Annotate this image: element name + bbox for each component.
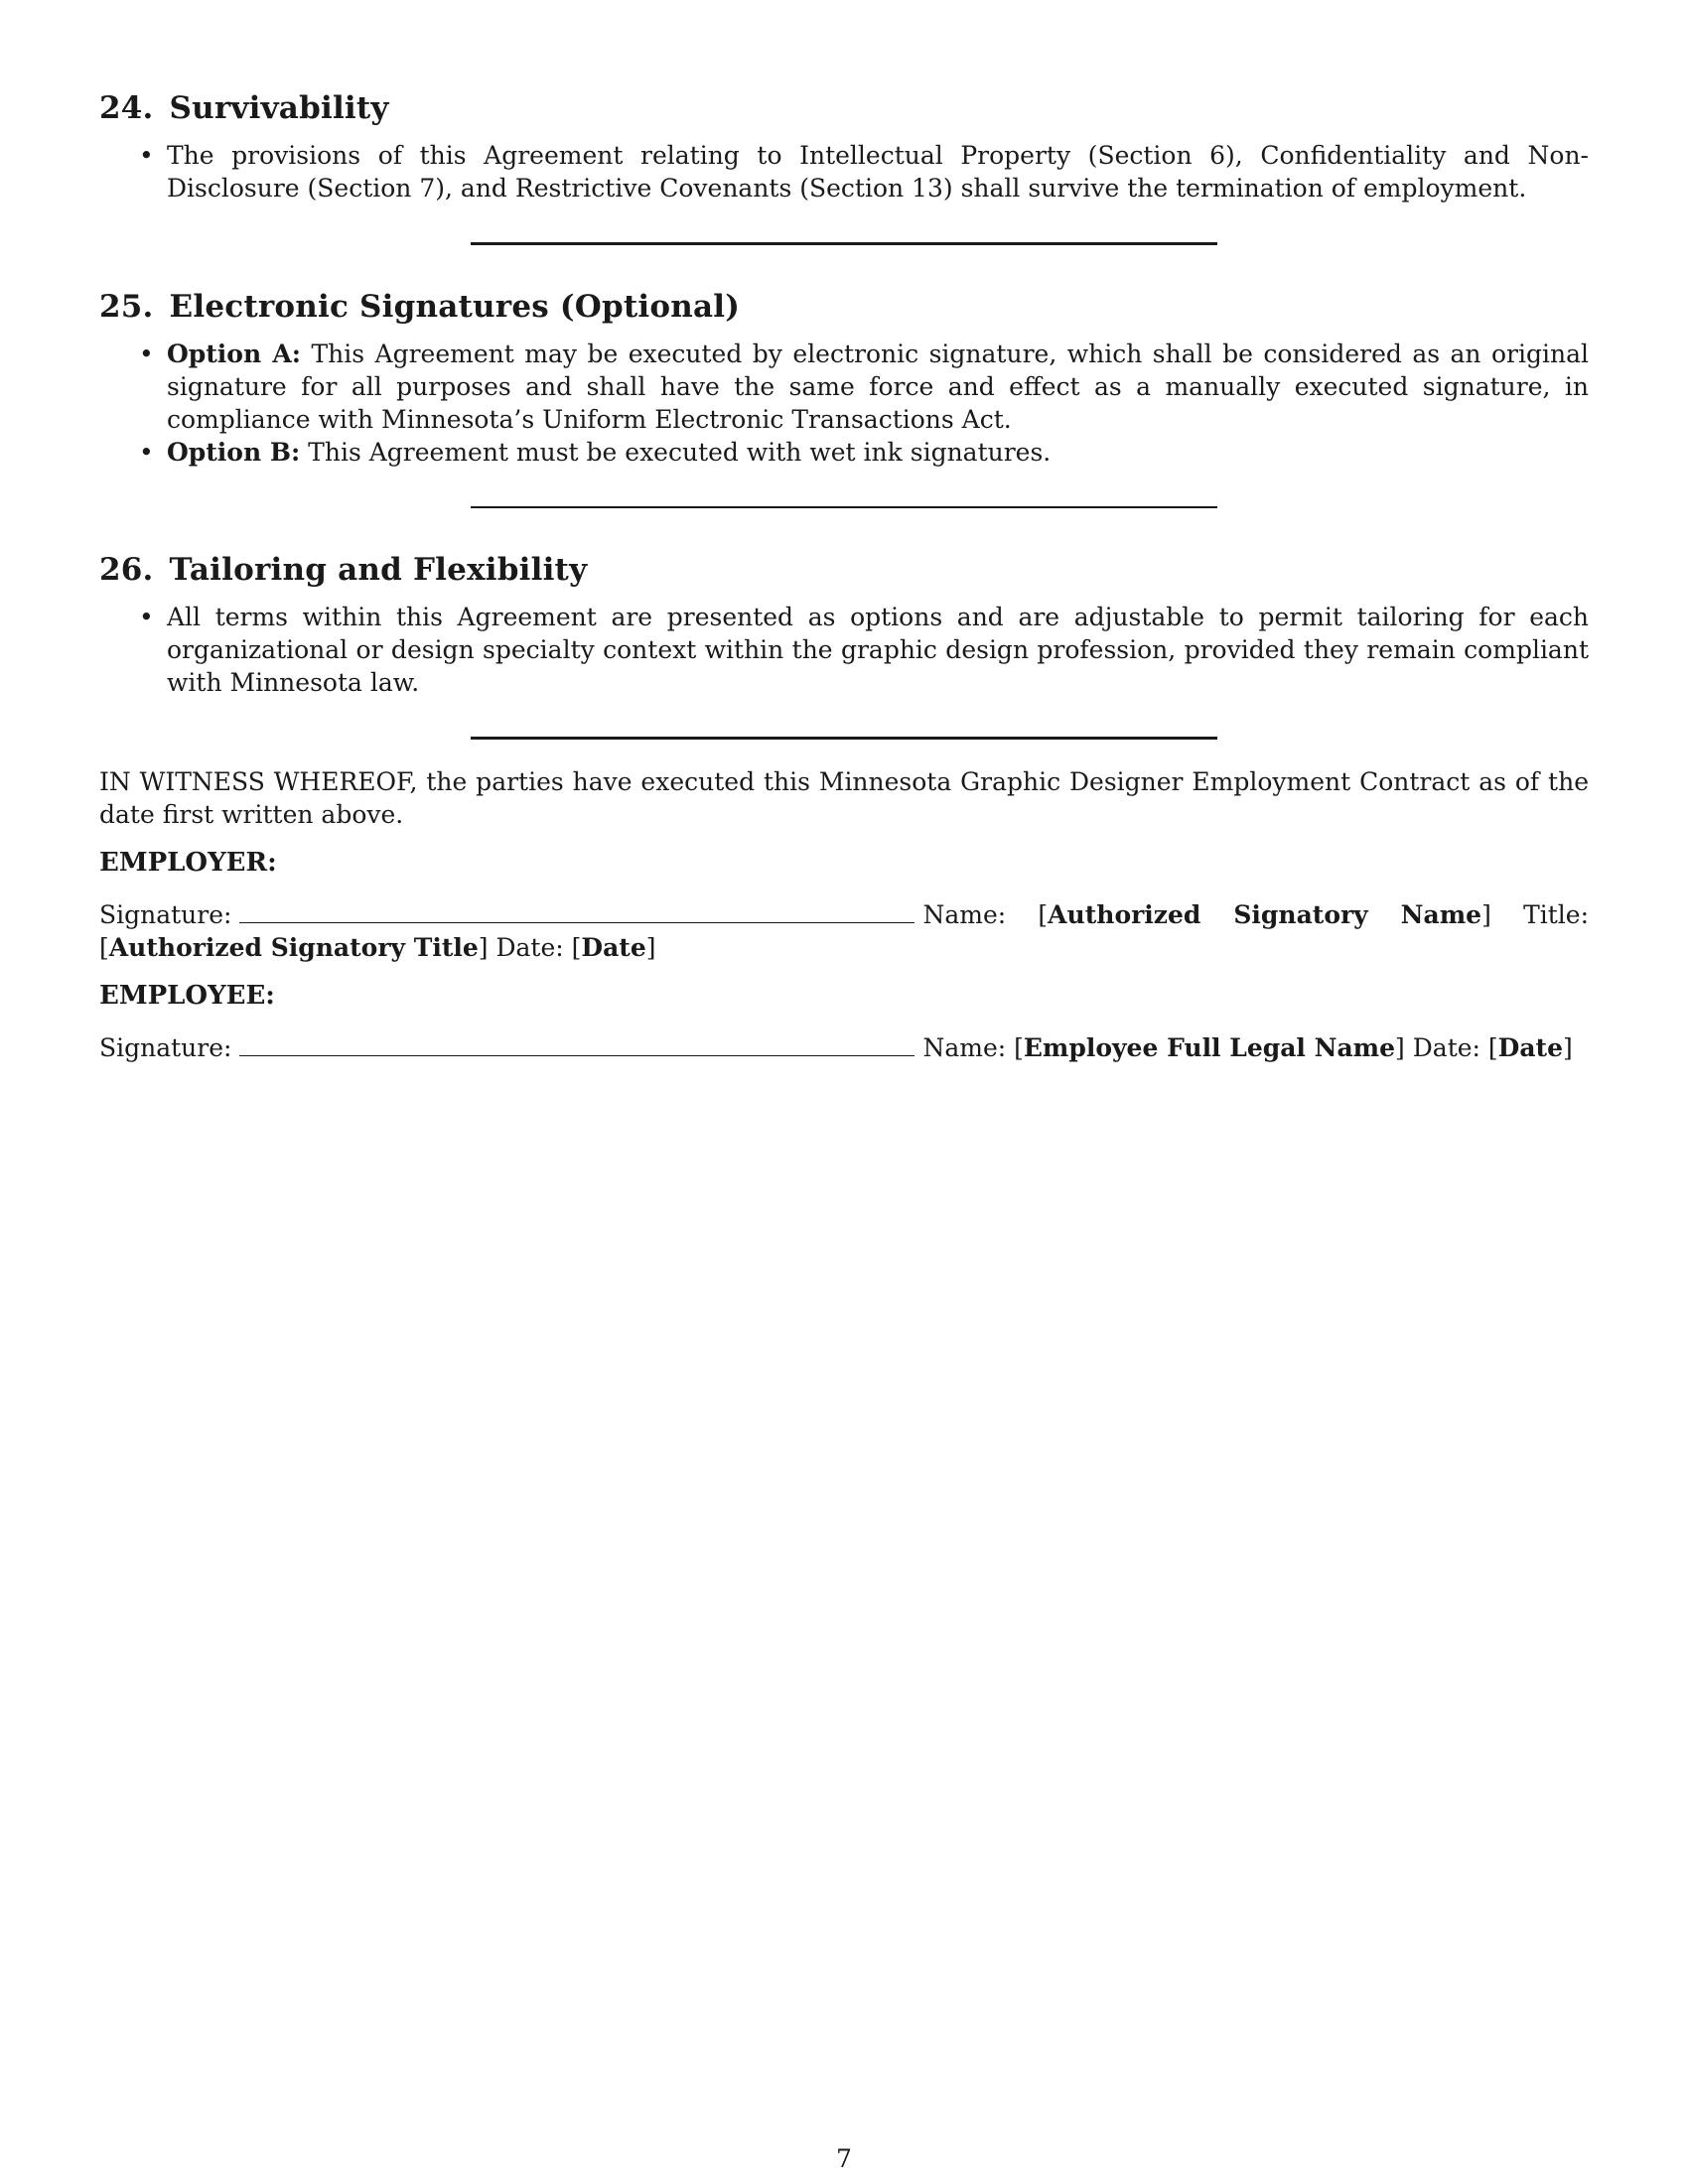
section-title: Tailoring and Flexibility — [169, 552, 588, 588]
list-item — [167, 338, 1589, 436]
employee-name-placeholder: Employee Full Legal Name — [1023, 1033, 1396, 1062]
section-title: Electronic Signatures (Optional) — [169, 289, 741, 325]
witness-statement: IN WITNESS WHEREOF, the parties have executed this Minnesota Graphic Designer Employment Contract as of the date first written above. — [99, 767, 1589, 829]
option-lead: Option A: — [167, 340, 301, 368]
employer-name-placeholder: Authorized Signatory Name — [1048, 900, 1482, 929]
section-divider — [471, 506, 1217, 508]
section-heading — [99, 89, 1589, 127]
employee-signature-line: Signature: Name: [Employee Full Legal Name] Date: [Date] — [99, 1033, 1573, 1062]
signature-label: Signature: — [99, 900, 232, 929]
signature-label: Signature: — [99, 1033, 232, 1062]
title-label: Title: — [1523, 900, 1589, 929]
section-number: 25. — [99, 289, 154, 325]
section-heading — [99, 551, 1589, 589]
employer-date-placeholder: Date — [581, 933, 646, 962]
section-number: 26. — [99, 552, 154, 588]
bullet-list — [99, 338, 1589, 469]
item-text: This Agreement may be executed by electronic signature, which shall be considered as an original signature for all purposes and shall have the same force and effect as a manually executed signature, in compliance with Minnesota’s Uniform Electronic Transactions Act. — [167, 340, 1589, 434]
signature-block — [99, 765, 1589, 1064]
list-item — [167, 139, 1589, 205]
option-lead: Option B: — [167, 438, 301, 467]
employee-signature-field[interactable] — [239, 1035, 914, 1056]
item-text: The provisions of this Agreement relating to Intellectual Property (Section 6), Confidentiality and Non-Disclosure (Section 7), and Restrictive Covenants (Section 13) shall survive the termination of employment. — [167, 141, 1589, 203]
section-heading — [99, 288, 1589, 326]
page-number: 7 — [836, 2144, 852, 2173]
date-label: Date: — [495, 933, 564, 962]
item-text: All terms within this Agreement are presented as options and are adjustable to permit tailoring for each organizational or design specialty context within the graphic design profession, provided they remain compliant with Minnesota law. — [167, 603, 1589, 697]
section-divider — [471, 737, 1217, 740]
list-item — [167, 436, 1589, 469]
section-title: Survivability — [169, 90, 389, 126]
employer-heading: EMPLOYER: — [99, 848, 277, 878]
bullet-list — [99, 601, 1589, 699]
bullet-list — [99, 139, 1589, 205]
employer-title-placeholder: Authorized Signatory Title — [108, 933, 479, 962]
section-25 — [99, 288, 1589, 469]
name-label: Name: — [922, 900, 1007, 929]
employer-signature-field[interactable] — [239, 902, 914, 923]
name-label: Name: — [922, 1033, 1007, 1062]
section-number: 24. — [99, 90, 154, 126]
date-label: Date: — [1412, 1033, 1480, 1062]
section-26 — [99, 551, 1589, 699]
document-page — [99, 89, 1589, 1064]
section-24 — [99, 89, 1589, 205]
list-item — [167, 601, 1589, 699]
employer-signature-line: Signature: Name: [Authorized Signatory Name] Title: [Authorized Signatory Title] Date: [Date] — [99, 900, 1589, 962]
employee-date-placeholder: Date — [1497, 1033, 1564, 1062]
section-divider — [471, 242, 1217, 245]
employee-heading: EMPLOYEE: — [99, 981, 275, 1011]
item-text: This Agreement must be executed with wet ink signatures. — [308, 438, 1052, 467]
